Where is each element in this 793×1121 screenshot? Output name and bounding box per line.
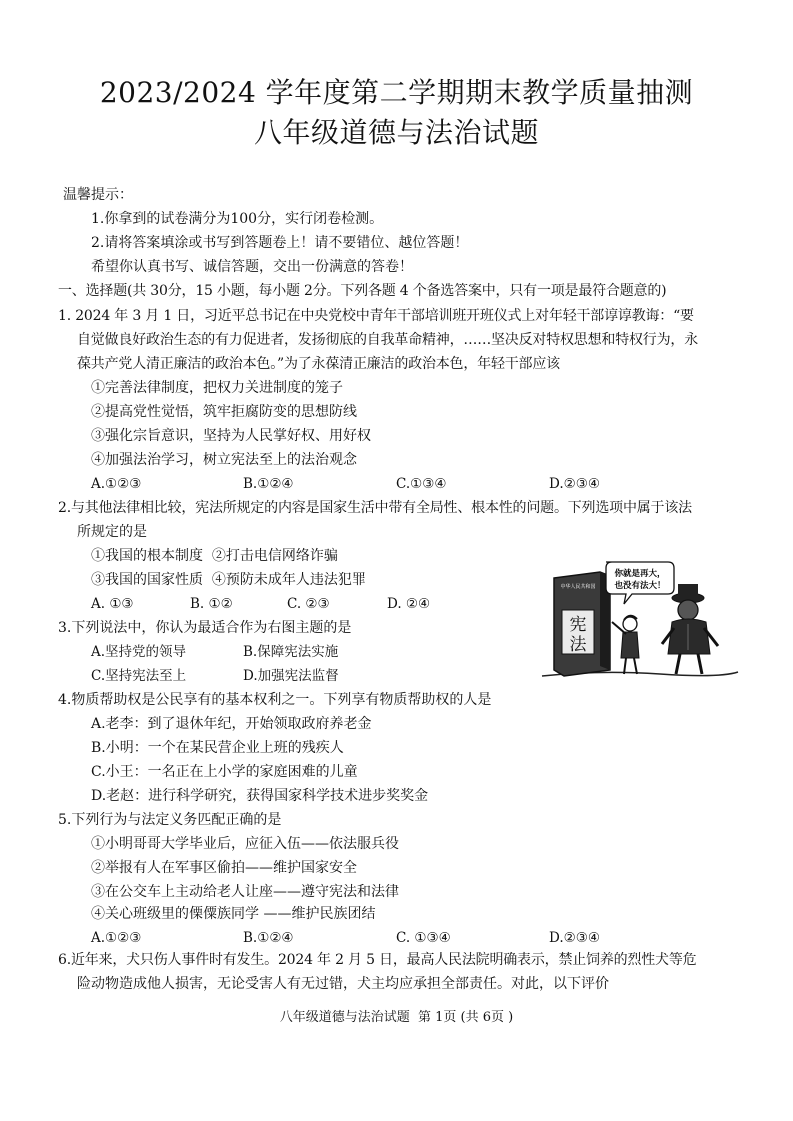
q1-statement: ④加强法治学习，树立宪法至上的法治观念 <box>91 452 357 468</box>
q4-option-d[interactable]: D.老赵：进行科学研究，获得国家科学技术进步奖奖金 <box>91 788 429 804</box>
q5-option-d[interactable]: D.②③④ <box>549 930 600 946</box>
q6-stem-line: 险动物造成他人损害，无论受害人有无过错，犬主均应承担全部责任。对此，以下评价 <box>77 976 609 992</box>
q1-statement: ①完善法律制度，把权力关进制度的笼子 <box>91 380 343 396</box>
q1-stem-line: 1. 2024 年 3 月 1 日，习近平总书记在中央党校中青年干部培训班开班仪式上对年轻干部谆谆教诲：“要 <box>58 308 694 324</box>
q5-option-a[interactable]: A.①②③ <box>91 930 142 946</box>
q2-statement: ③我国的国家性质 ④预防未成年人违法犯罪 <box>91 572 366 588</box>
q1-statement: ②提高党性觉悟，筑牢拒腐防变的思想防线 <box>91 404 357 420</box>
bubble-line1: 你就是再大， <box>614 569 666 579</box>
q5-statement: ①小明哥哥大学毕业后，应征入伍——依法服兵役 <box>91 836 399 852</box>
q1-statement: ③强化宗旨意识，坚持为人民掌好权、用好权 <box>91 428 371 444</box>
q5-option-c[interactable]: C. ①③④ <box>396 930 451 946</box>
book-title-char-2: 法 <box>569 635 587 655</box>
notice-item: 1.你拿到的试卷满分为100分，实行闭卷检测。 <box>91 211 384 227</box>
q2-option-b[interactable]: B. ①② <box>190 596 233 612</box>
constitution-cartoon <box>540 558 740 680</box>
q4-option-b[interactable]: B.小明：一个在某民营企业上班的残疾人 <box>91 740 344 756</box>
q3-option-c[interactable]: C.坚持宪法至上 <box>91 668 187 684</box>
q2-options <box>0 595 530 613</box>
q4-option-c[interactable]: C.小王：一名正在上小学的家庭困难的儿童 <box>91 764 358 780</box>
notice-heading: 温馨提示： <box>63 187 133 203</box>
exam-title-line2: 八年级道德与法治试题 <box>253 116 539 149</box>
q2-option-c[interactable]: C. ②③ <box>287 596 330 612</box>
q2-statement: ①我国的根本制度 ②打击电信网络诈骗 <box>91 548 338 564</box>
q2-stem-line: 所规定的是 <box>77 524 147 540</box>
q5-statement: ②举报有人在军事区偷拍——维护国家安全 <box>91 860 357 876</box>
q5-statement: ③在公交车上主动给老人让座——遵守宪法和法律 <box>91 884 399 900</box>
q1-option-c[interactable]: C.①③④ <box>396 476 447 492</box>
q3-option-d[interactable]: D.加强宪法监督 <box>243 668 339 684</box>
q1-stem-line: 葆共产党人清正廉洁的政治本色。”为了永葆清正廉洁的政治本色，年轻干部应该 <box>77 356 560 372</box>
q5-statement: ④关心班级里的傈僳族同学 ——维护民族团结 <box>91 906 376 922</box>
bubble-line2: 也没有法大！ <box>614 581 666 591</box>
notice-item: 希望你认真书写、诚信答题，交出一份满意的答卷！ <box>91 259 413 275</box>
notice-item: 2.请将答案填涂或书写到答题卷上！请不要错位、越位答题！ <box>91 235 469 251</box>
book-spine-text: 中华人民共和国 <box>560 584 596 590</box>
q3-stem: 3.下列说法中，你认为最适合作为右图主题的是 <box>58 620 352 636</box>
q4-option-a[interactable]: A.老李：到了退休年纪，开始领取政府养老金 <box>91 716 372 732</box>
q4-stem: 4.物质帮助权是公民享有的基本权利之一。下列享有物质帮助权的人是 <box>58 692 492 708</box>
q1-options <box>0 475 793 493</box>
q3-options-row1 <box>0 643 530 661</box>
q5-options <box>0 929 793 947</box>
q2-option-d[interactable]: D. ②④ <box>387 596 431 612</box>
q3-option-a[interactable]: A.坚持党的领导 <box>91 644 187 660</box>
q2-stem-line: 2.与其他法律相比较，宪法所规定的内容是国家生活中带有全局性、根本性的问题。下列选项中属于该法 <box>58 500 692 516</box>
q6-stem-line: 6.近年来，犬只伤人事件时有发生。2024 年 2 月 5 日，最高人民法院明确表示，禁止饲养的烈性犬等危 <box>58 952 697 968</box>
exam-title-line1: 2023/2024 学年度第二学期期末教学质量抽测 <box>99 76 694 109</box>
q5-stem: 5.下列行为与法定义务匹配正确的是 <box>58 812 282 828</box>
book-title-char-1: 宪 <box>569 615 587 635</box>
q2-option-a[interactable]: A. ①③ <box>91 596 134 612</box>
q3-options-row2 <box>0 667 530 685</box>
q1-option-a[interactable]: A.①②③ <box>91 476 142 492</box>
q1-stem-line: 自觉做良好政治生态的有力促进者，发扬彻底的自我革命精神，……坚决反对特权思想和特权行为，永 <box>77 332 698 348</box>
q5-option-b[interactable]: B.①②④ <box>243 930 294 946</box>
page-footer: 八年级道德与法治试题 第 1页 (共 6页 ) <box>279 1010 514 1025</box>
section-heading: 一、选择题(共 30分，15 小题，每小题 2分。下列各题 4 个备选答案中，只有一项是最符合题意的) <box>58 283 667 299</box>
q1-option-d[interactable]: D.②③④ <box>549 476 600 492</box>
q1-option-b[interactable]: B.①②④ <box>243 476 294 492</box>
q3-option-b[interactable]: B.保障宪法实施 <box>243 644 339 660</box>
